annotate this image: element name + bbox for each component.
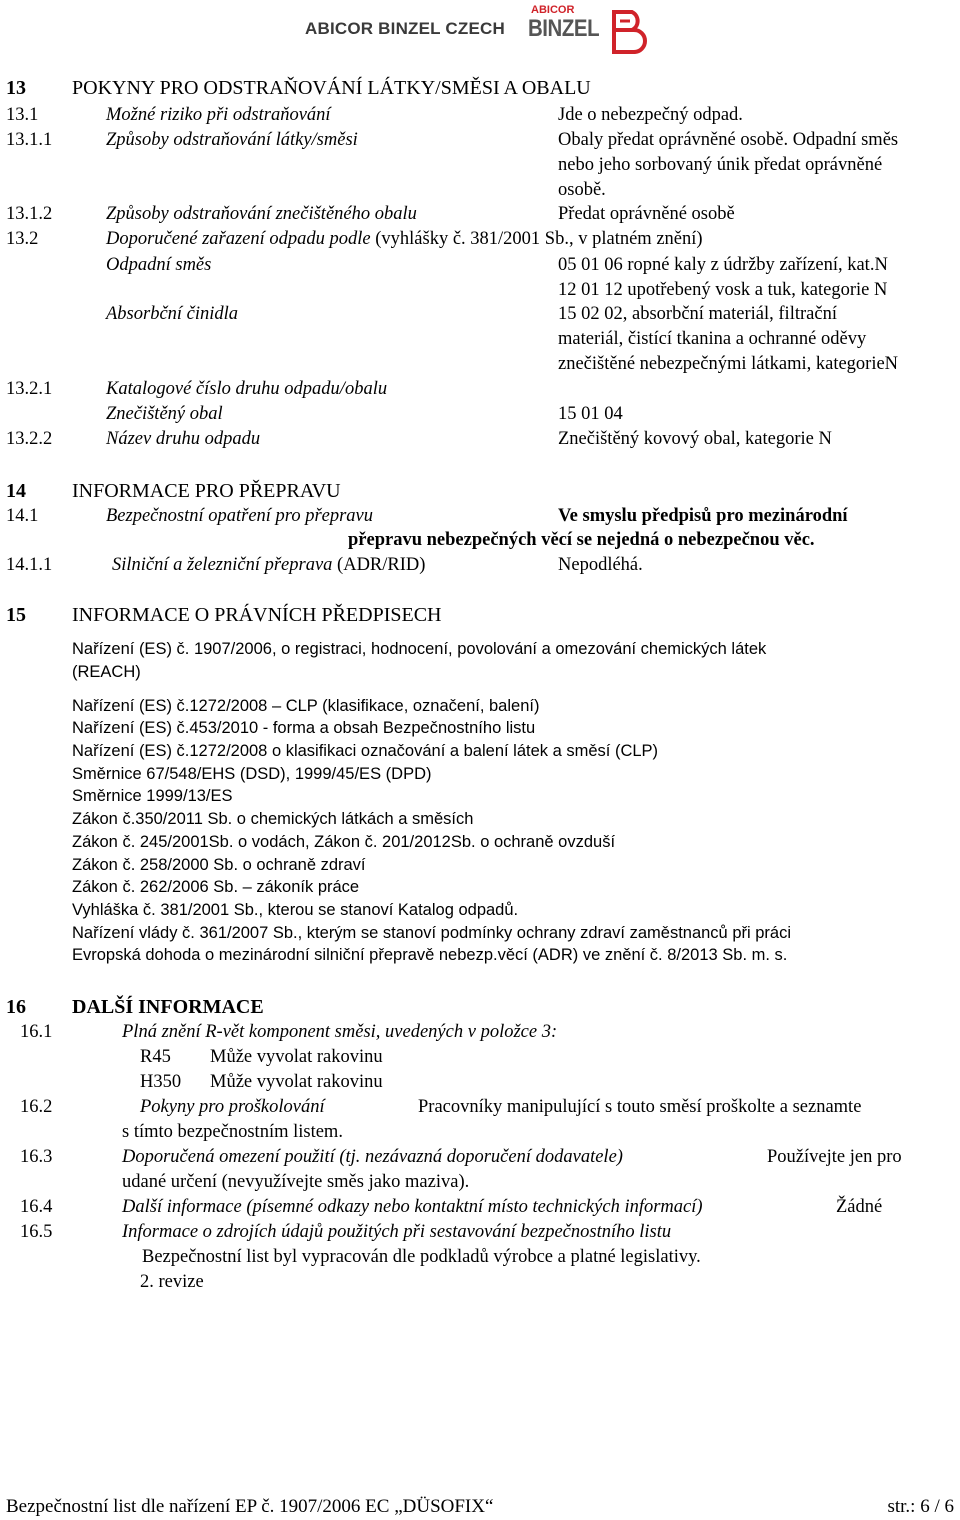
row-13-1-1-value-line3: osobě. bbox=[558, 180, 606, 200]
regulation-line: Zákon č. 245/2001Sb. o vodách, Zákon č. 201/2012Sb. o ochraně ovzduší bbox=[72, 833, 616, 851]
waste-mix-code-1: 05 01 06 ropné kaly z údržby zařízení, kat.N bbox=[558, 255, 888, 275]
contaminated-packaging-code: 15 01 04 bbox=[558, 404, 623, 424]
section-16-number: 16 bbox=[6, 996, 26, 1018]
section-14-number: 14 bbox=[6, 480, 26, 502]
row-13-1-number: 13.1 bbox=[6, 105, 39, 125]
row-13-1-1-label: Způsoby odstraňování látky/směsi bbox=[106, 130, 358, 150]
row-13-2-2-number: 13.2.2 bbox=[6, 429, 53, 449]
row-16-1-label: Plná znění R-vět komponent směsi, uvedených v položce 3: bbox=[122, 1022, 558, 1042]
row-16-4-number: 16.4 bbox=[20, 1197, 53, 1217]
footer-page-number: str.: 6 / 6 bbox=[887, 1496, 954, 1517]
row-13-2-1-label: Katalogové číslo druhu odpadu/obalu bbox=[106, 379, 388, 399]
regulation-line: Směrnice 1999/13/ES bbox=[72, 787, 233, 805]
regulation-line: Zákon č. 258/2000 Sb. o ochraně zdraví bbox=[72, 856, 366, 874]
row-14-1-1-label: Silniční a železniční přeprava bbox=[112, 555, 333, 575]
section-16-title: DALŠÍ INFORMACE bbox=[72, 996, 264, 1018]
row-16-2-number: 16.2 bbox=[20, 1097, 53, 1117]
row-16-3-number: 16.3 bbox=[20, 1147, 53, 1167]
waste-mix-code-2: 12 01 12 upotřebený vosk a tuk, kategorie N bbox=[558, 280, 888, 300]
regulation-line: Zákon č.350/2011 Sb. o chemických látkách a směsích bbox=[72, 810, 474, 828]
absorbent-value-line2: materiál, čistící tkanina a ochranné oděvy bbox=[558, 329, 867, 349]
row-13-1-label: Možné riziko při odstraňování bbox=[106, 105, 331, 125]
row-13-2-rest: (vyhlášky č. 381/2001 Sb., v platném znění) bbox=[370, 229, 703, 249]
absorbent-label: Absorbční činidla bbox=[106, 304, 239, 324]
row-14-1-value-line2: přepravu nebezpečných věcí se nejedná o nebezpečnou věc. bbox=[348, 530, 815, 550]
section-14-title: INFORMACE PRO PŘEPRAVU bbox=[72, 480, 341, 502]
regulation-line: Nařízení (ES) č.1272/2008 o klasifikaci označování a balení látek a směsí (CLP) bbox=[72, 742, 659, 760]
row-13-1-2-number: 13.1.2 bbox=[6, 204, 53, 224]
row-16-2-label: Pokyny pro proškolování bbox=[140, 1097, 325, 1117]
regulation-line: Evropská dohoda o mezinárodní silniční přepravě nebezp.věcí (ADR) ve znění č. 8/2013 Sb. m. s. bbox=[72, 946, 788, 964]
phrase-r45-text: Může vyvolat rakovinu bbox=[210, 1047, 383, 1067]
row-13-2-label: Doporučené zařazení odpadu podle bbox=[106, 229, 371, 249]
row-13-2-2-label: Název druhu odpadu bbox=[106, 429, 261, 449]
row-16-4-label: Další informace (písemné odkazy nebo kontaktní místo technických informací) bbox=[122, 1197, 703, 1217]
logo-top-text: ABICOR bbox=[531, 4, 575, 16]
footer-document-title: Bezpečnostní list dle nařízení EP č. 1907/2006 EC „DÜSOFIX“ bbox=[6, 1496, 494, 1517]
waste-mix-label: Odpadní směs bbox=[106, 255, 212, 275]
row-14-1-number: 14.1 bbox=[6, 506, 39, 526]
row-16-5-number: 16.5 bbox=[20, 1222, 53, 1242]
company-logo bbox=[528, 2, 652, 56]
regulation-line: Nařízení vlády č. 361/2007 Sb., kterým se stanoví podmínky ochrany zdraví zaměstnanců při práci bbox=[72, 924, 792, 942]
regulation-line: Nařízení (ES) č.1272/2008 – CLP (klasifikace, označení, balení) bbox=[72, 697, 540, 715]
row-13-1-1-value-line1: Obaly předat oprávněné osobě. Odpadní směs bbox=[558, 130, 899, 150]
row-16-5-label: Informace o zdrojích údajů použitých při sestavování bezpečnostního listu bbox=[122, 1222, 672, 1242]
row-14-1-1-text bbox=[112, 556, 425, 575]
regulation-line: Nařízení (ES) č.453/2010 - forma a obsah Bezpečnostního listu bbox=[72, 719, 536, 737]
phrase-h350-text: Může vyvolat rakovinu bbox=[210, 1072, 383, 1092]
phrase-h350-code: H350 bbox=[140, 1072, 182, 1092]
row-16-3-value-line2: udané určení (nevyužívejte směs jako maziva). bbox=[122, 1172, 470, 1192]
regulation-line: Zákon č. 262/2006 Sb. – zákoník práce bbox=[72, 878, 360, 896]
company-name: ABICOR BINZEL CZECH bbox=[305, 19, 505, 38]
row-13-1-value: Jde o nebezpečný odpad. bbox=[558, 105, 743, 125]
regulation-reach-line1: Nařízení (ES) č. 1907/2006, o registraci, hodnocení, povolování a omezování chemických látek bbox=[72, 640, 767, 658]
contaminated-packaging-label: Znečištěný obal bbox=[106, 404, 223, 424]
absorbent-value-line1: 15 02 02, absorbční materiál, filtrační bbox=[558, 304, 837, 324]
section-13-number: 13 bbox=[6, 77, 26, 99]
row-14-1-label: Bezpečnostní opatření pro přepravu bbox=[106, 506, 374, 526]
row-13-2-text bbox=[106, 230, 703, 249]
regulation-line: Směrnice 67/548/EHS (DSD), 1999/45/ES (DPD) bbox=[72, 765, 432, 783]
row-13-1-2-label: Způsoby odstraňování znečištěného obalu bbox=[106, 204, 417, 224]
row-16-4-value: Žádné bbox=[836, 1197, 883, 1217]
row-16-5-value-line1: Bezpečnostní list byl vypracován dle podkladů výrobce a platné legislativy. bbox=[142, 1247, 701, 1267]
row-13-1-1-number: 13.1.1 bbox=[6, 130, 53, 150]
row-16-1-number: 16.1 bbox=[20, 1022, 53, 1042]
row-13-2-2-value: Znečištěný kovový obal, kategorie N bbox=[558, 429, 832, 449]
row-13-1-2-value: Předat oprávněné osobě bbox=[558, 204, 735, 224]
row-16-3-label: Doporučená omezení použití (tj. nezávazná doporučení dodavatele) bbox=[122, 1147, 623, 1167]
logo-main-text: BINZEL bbox=[528, 15, 600, 42]
row-14-1-1-number: 14.1.1 bbox=[6, 555, 53, 575]
section-15-number: 15 bbox=[6, 604, 26, 626]
section-13-title: POKYNY PRO ODSTRAŇOVÁNÍ LÁTKY/SMĚSI A OBALU bbox=[72, 77, 591, 99]
row-14-1-1-rest: (ADR/RID) bbox=[332, 555, 426, 575]
row-16-3-value-line1: Používejte jen pro bbox=[767, 1147, 902, 1167]
row-16-2-value-line1: Pracovníky manipulující s touto směsí proškolte a seznamte bbox=[418, 1097, 862, 1117]
regulation-line: Vyhláška č. 381/2001 Sb., kterou se stanoví Katalog odpadů. bbox=[72, 901, 519, 919]
revision-number: 2. revize bbox=[140, 1272, 204, 1292]
logo-mark-icon bbox=[606, 8, 652, 54]
row-14-1-1-value: Nepodléhá. bbox=[558, 555, 643, 575]
row-14-1-value-line1: Ve smyslu předpisů pro mezinárodní bbox=[558, 506, 848, 526]
absorbent-value-line3: znečištěné nebezpečnými látkami, kategorieN bbox=[558, 354, 899, 374]
row-16-2-value-line2: s tímto bezpečnostním listem. bbox=[122, 1122, 343, 1142]
section-15-title: INFORMACE O PRÁVNÍCH PŘEDPISECH bbox=[72, 604, 442, 626]
row-13-2-1-number: 13.2.1 bbox=[6, 379, 53, 399]
row-13-2-number: 13.2 bbox=[6, 229, 39, 249]
row-13-1-1-value-line2: nebo jeho sorbovaný únik předat oprávněné bbox=[558, 155, 883, 175]
phrase-r45-code: R45 bbox=[140, 1047, 171, 1067]
regulation-reach-line2: (REACH) bbox=[72, 663, 141, 681]
